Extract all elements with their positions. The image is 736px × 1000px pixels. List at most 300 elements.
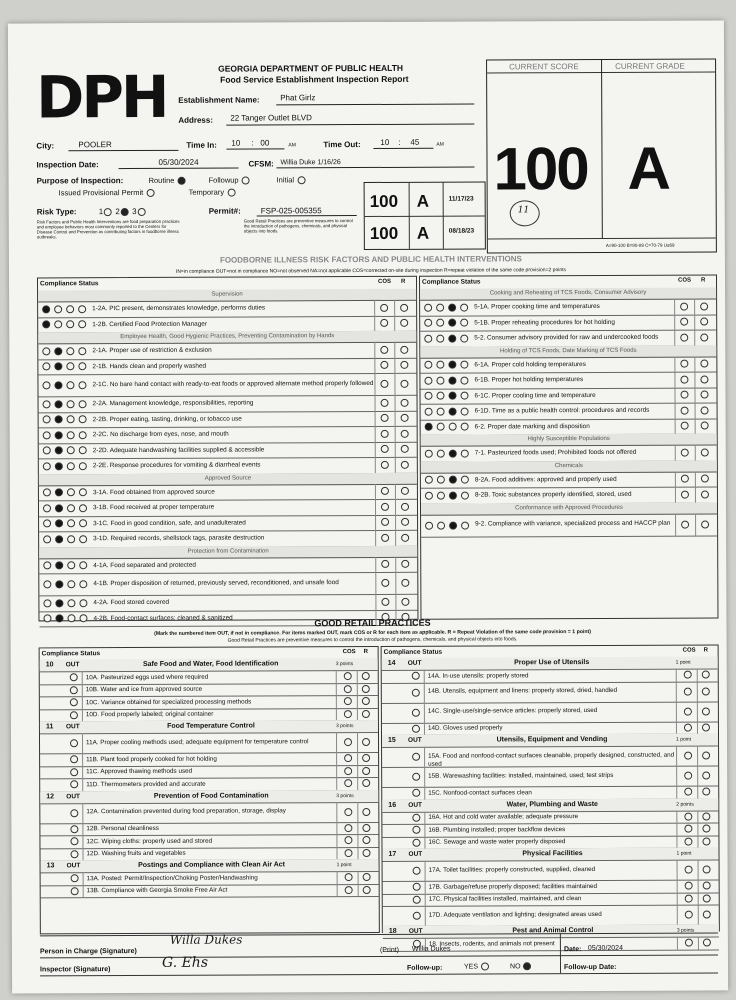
repeat-circle[interactable] xyxy=(702,772,710,780)
risk-type-options[interactable]: 1 2 3 xyxy=(99,207,147,216)
compliance-circle[interactable] xyxy=(55,580,63,588)
compliance-circle[interactable] xyxy=(67,535,75,543)
cos-circle[interactable] xyxy=(681,406,689,414)
repeat-circle[interactable] xyxy=(700,302,708,310)
inspection-date-value[interactable]: 05/30/2024 xyxy=(158,157,199,167)
out-circle[interactable] xyxy=(70,825,78,833)
out-circle[interactable] xyxy=(412,839,420,847)
compliance-circle[interactable] xyxy=(449,423,457,431)
out-circle[interactable] xyxy=(70,699,78,707)
compliance-circle[interactable] xyxy=(460,376,468,384)
compliance-circle[interactable] xyxy=(55,504,63,512)
cos-circle[interactable] xyxy=(381,598,389,606)
repeat-circle[interactable] xyxy=(401,445,409,453)
compliance-circle[interactable] xyxy=(43,416,51,424)
out-circle[interactable] xyxy=(70,739,78,747)
repeat-circle[interactable] xyxy=(703,894,711,902)
repeat-circle[interactable] xyxy=(702,671,710,679)
cos-circle[interactable] xyxy=(684,788,692,796)
time-out-hour[interactable]: 10 xyxy=(380,137,390,147)
out-circle[interactable] xyxy=(71,875,79,883)
compliance-circle[interactable] xyxy=(66,381,74,389)
cos-circle[interactable] xyxy=(344,685,352,693)
risk-3-radio[interactable] xyxy=(138,208,146,216)
compliance-circle[interactable] xyxy=(66,305,74,313)
compliance-circle[interactable] xyxy=(43,520,51,528)
compliance-circle[interactable] xyxy=(460,319,468,327)
compliance-circle[interactable] xyxy=(449,407,457,415)
compliance-circle[interactable] xyxy=(79,504,87,512)
compliance-circle[interactable] xyxy=(42,321,50,329)
compliance-circle[interactable] xyxy=(78,305,86,313)
temporary-radio[interactable] xyxy=(227,189,235,197)
compliance-circle[interactable] xyxy=(461,423,469,431)
cos-circle[interactable] xyxy=(344,697,352,705)
compliance-circle[interactable] xyxy=(67,599,75,607)
compliance-circle[interactable] xyxy=(67,580,75,588)
repeat-circle[interactable] xyxy=(401,414,409,422)
cos-circle[interactable] xyxy=(681,448,689,456)
repeat-circle[interactable] xyxy=(401,461,409,469)
compliance-circle[interactable] xyxy=(449,476,457,484)
repeat-circle[interactable] xyxy=(703,939,711,947)
repeat-circle[interactable] xyxy=(701,490,709,498)
compliance-circle[interactable] xyxy=(66,363,74,371)
repeat-circle[interactable] xyxy=(703,866,711,874)
repeat-circle[interactable] xyxy=(700,375,708,383)
compliance-circle[interactable] xyxy=(42,305,50,313)
compliance-circle[interactable] xyxy=(55,535,63,543)
compliance-circle[interactable] xyxy=(436,319,444,327)
address-value[interactable]: 22 Tanger Outlet BLVD xyxy=(230,113,312,123)
repeat-circle[interactable] xyxy=(401,430,409,438)
compliance-circle[interactable] xyxy=(424,392,432,400)
compliance-circle[interactable] xyxy=(437,407,445,415)
cos-circle[interactable] xyxy=(381,445,389,453)
grp-item-text: 15C. Nonfood-contact surfaces clean xyxy=(428,789,532,797)
cos-circle[interactable] xyxy=(344,836,352,844)
cos-circle[interactable] xyxy=(344,738,352,746)
repeat-circle[interactable] xyxy=(362,849,370,857)
repeat-circle[interactable] xyxy=(701,475,709,483)
cos-circle[interactable] xyxy=(344,849,352,857)
compliance-circle[interactable] xyxy=(79,446,87,454)
compliance-circle[interactable] xyxy=(448,319,456,327)
out-circle[interactable] xyxy=(70,850,78,858)
grp-item-text: 11B. Plant food properly cooked for hot holding xyxy=(86,755,217,763)
compliance-circle[interactable] xyxy=(79,580,87,588)
out-circle[interactable] xyxy=(412,789,420,797)
repeat-circle[interactable] xyxy=(700,360,708,368)
compliance-circle[interactable] xyxy=(425,521,433,529)
compliance-circle[interactable] xyxy=(461,476,469,484)
purpose-provisional[interactable]: Issued Provisional Permit xyxy=(59,188,156,197)
repeat-circle[interactable] xyxy=(703,882,711,890)
compliance-circle[interactable] xyxy=(55,400,63,408)
repeat-circle[interactable] xyxy=(401,560,409,568)
compliance-circle[interactable] xyxy=(78,320,86,328)
compliance-circle[interactable] xyxy=(55,462,63,470)
repeat-circle[interactable] xyxy=(400,346,408,354)
cos-circle[interactable] xyxy=(344,808,352,816)
cos-circle[interactable] xyxy=(381,534,389,542)
cos-circle[interactable] xyxy=(380,304,388,312)
followup-no[interactable]: NO xyxy=(510,962,532,971)
repeat-circle[interactable] xyxy=(401,399,409,407)
compliance-circle[interactable] xyxy=(448,303,456,311)
repeat-circle[interactable] xyxy=(701,448,709,456)
repeat-circle[interactable] xyxy=(702,788,710,796)
initial-radio[interactable] xyxy=(297,176,305,184)
repeat-circle[interactable] xyxy=(400,304,408,312)
compliance-circle[interactable] xyxy=(460,334,468,342)
out-circle[interactable] xyxy=(71,887,79,895)
compliance-circle[interactable] xyxy=(55,416,63,424)
compliance-circle[interactable] xyxy=(55,562,63,570)
compliance-circle[interactable] xyxy=(67,416,75,424)
compliance-circle[interactable] xyxy=(449,521,457,529)
cos-circle[interactable] xyxy=(684,812,692,820)
cos-circle[interactable] xyxy=(681,422,689,430)
repeat-circle[interactable] xyxy=(703,911,711,919)
cos-circle[interactable] xyxy=(345,886,353,894)
compliance-circle[interactable] xyxy=(424,319,432,327)
compliance-circle[interactable] xyxy=(43,504,51,512)
out-circle[interactable] xyxy=(70,838,78,846)
compliance-circle[interactable] xyxy=(425,407,433,415)
compliance-circle[interactable] xyxy=(461,521,469,529)
out-circle[interactable] xyxy=(412,725,420,733)
compliance-circle[interactable] xyxy=(43,535,51,543)
repeat-circle[interactable] xyxy=(401,503,409,511)
compliance-circle[interactable] xyxy=(79,561,87,569)
repeat-circle[interactable] xyxy=(702,825,710,833)
repeat-circle[interactable] xyxy=(362,807,370,815)
compliance-circle[interactable] xyxy=(424,361,432,369)
compliance-circle[interactable] xyxy=(66,347,74,355)
compliance-circle[interactable] xyxy=(424,303,432,311)
cos-circle[interactable] xyxy=(344,779,352,787)
permit-value[interactable]: FSP-025-005355 xyxy=(260,206,322,216)
cos-circle[interactable] xyxy=(380,346,388,354)
compliance-circle[interactable] xyxy=(79,431,87,439)
compliance-circle[interactable] xyxy=(54,347,62,355)
compliance-circle[interactable] xyxy=(460,392,468,400)
routine-radio-checked[interactable] xyxy=(178,177,186,185)
inspector-signature[interactable]: G. Ehs xyxy=(161,954,209,971)
compliance-circle[interactable] xyxy=(54,363,62,371)
compliance-circle[interactable] xyxy=(78,347,86,355)
pic-signature[interactable]: Willa Dukes xyxy=(169,932,243,947)
compliance-circle[interactable] xyxy=(43,580,51,588)
repeat-circle[interactable] xyxy=(401,579,409,587)
grp-left-compliance-header: Compliance Status xyxy=(41,650,101,658)
repeat-circle[interactable] xyxy=(401,534,409,542)
repeat-circle[interactable] xyxy=(362,697,370,705)
out-circle[interactable] xyxy=(70,809,78,817)
compliance-circle[interactable] xyxy=(42,363,50,371)
compliance-circle[interactable] xyxy=(43,447,51,455)
out-circle[interactable] xyxy=(412,814,420,822)
grp-group-number: 15 xyxy=(388,736,396,744)
provisional-radio[interactable] xyxy=(146,189,154,197)
compliance-circle[interactable] xyxy=(55,599,63,607)
cos-circle[interactable] xyxy=(685,866,693,874)
repeat-circle[interactable] xyxy=(363,886,371,894)
cos-circle[interactable] xyxy=(680,333,688,341)
repeat-circle[interactable] xyxy=(401,487,409,495)
compliance-circle[interactable] xyxy=(54,381,62,389)
out-circle[interactable] xyxy=(413,896,421,904)
cos-circle[interactable] xyxy=(684,772,692,780)
repeat-circle[interactable] xyxy=(702,812,710,820)
compliance-circle[interactable] xyxy=(461,491,469,499)
compliance-circle[interactable] xyxy=(424,376,432,384)
repeat-circle[interactable] xyxy=(702,723,710,731)
compliance-circle[interactable] xyxy=(448,376,456,384)
compliance-circle[interactable] xyxy=(67,400,75,408)
repeat-circle[interactable] xyxy=(700,333,708,341)
cos-circle[interactable] xyxy=(684,671,692,679)
compliance-circle[interactable] xyxy=(79,599,87,607)
followup-yes[interactable]: YES xyxy=(464,962,490,971)
compliance-circle[interactable] xyxy=(437,449,445,457)
prior-date-1: 11/17/23 xyxy=(448,195,474,203)
rf-item-text: 2-1C. No bare hand contact with ready-to-eat foods or approved alternate method properly followed xyxy=(92,379,374,388)
cos-circle[interactable] xyxy=(380,361,388,369)
purpose-routine[interactable]: Routine xyxy=(149,176,187,185)
cos-circle[interactable] xyxy=(685,894,693,902)
repeat-circle[interactable] xyxy=(701,406,709,414)
repeat-circle[interactable] xyxy=(401,598,409,606)
compliance-circle[interactable] xyxy=(67,462,75,470)
cos-circle[interactable] xyxy=(381,518,389,526)
out-circle[interactable] xyxy=(70,756,78,764)
out-circle[interactable] xyxy=(413,883,421,891)
print-name[interactable]: Willia Dukes xyxy=(411,945,451,953)
repeat-circle[interactable] xyxy=(362,824,370,832)
out-circle[interactable] xyxy=(412,753,420,761)
cos-circle[interactable] xyxy=(381,414,389,422)
compliance-circle[interactable] xyxy=(43,562,51,570)
compliance-circle[interactable] xyxy=(55,489,63,497)
cos-circle[interactable] xyxy=(681,520,689,528)
compliance-circle[interactable] xyxy=(461,449,469,457)
compliance-circle[interactable] xyxy=(437,476,445,484)
out-circle[interactable] xyxy=(412,826,420,834)
grp-out-label: OUT xyxy=(407,659,422,667)
compliance-circle[interactable] xyxy=(79,535,87,543)
repeat-circle[interactable] xyxy=(362,779,370,787)
compliance-circle[interactable] xyxy=(43,599,51,607)
compliance-circle[interactable] xyxy=(55,431,63,439)
compliance-circle[interactable] xyxy=(66,321,74,329)
purpose-followup[interactable]: Followup xyxy=(209,176,251,185)
compliance-circle[interactable] xyxy=(448,392,456,400)
repeat-circle[interactable] xyxy=(362,767,370,775)
compliance-circle[interactable] xyxy=(436,361,444,369)
compliance-circle[interactable] xyxy=(67,504,75,512)
compliance-circle[interactable] xyxy=(437,521,445,529)
repeat-circle[interactable] xyxy=(700,318,708,326)
repeat-circle[interactable] xyxy=(400,319,408,327)
establishment-value[interactable]: Phat Girlz xyxy=(280,93,316,103)
out-circle[interactable] xyxy=(412,688,420,696)
compliance-circle[interactable] xyxy=(54,321,62,329)
out-circle[interactable] xyxy=(70,781,78,789)
compliance-circle[interactable] xyxy=(460,361,468,369)
cos-circle[interactable] xyxy=(381,560,389,568)
repeat-circle[interactable] xyxy=(701,520,709,528)
cos-circle[interactable] xyxy=(381,399,389,407)
compliance-circle[interactable] xyxy=(67,447,75,455)
compliance-circle[interactable] xyxy=(436,392,444,400)
risk-1-radio[interactable] xyxy=(104,208,112,216)
out-circle[interactable] xyxy=(413,867,421,875)
repeat-circle[interactable] xyxy=(702,687,710,695)
city-value[interactable]: POOLER xyxy=(78,140,112,150)
followup-no-radio-checked[interactable] xyxy=(523,962,531,970)
repeat-circle[interactable] xyxy=(700,391,708,399)
cos-circle[interactable] xyxy=(344,824,352,832)
cos-circle[interactable] xyxy=(685,882,693,890)
compliance-circle[interactable] xyxy=(461,407,469,415)
out-circle[interactable] xyxy=(413,912,421,920)
cos-circle[interactable] xyxy=(681,475,689,483)
repeat-circle[interactable] xyxy=(362,836,370,844)
out-circle[interactable] xyxy=(70,768,78,776)
cos-circle[interactable] xyxy=(680,391,688,399)
compliance-circle[interactable] xyxy=(43,400,51,408)
compliance-circle[interactable] xyxy=(79,415,87,423)
cos-circle[interactable] xyxy=(381,430,389,438)
cos-circle[interactable] xyxy=(344,754,352,762)
compliance-circle[interactable] xyxy=(42,381,50,389)
cos-circle[interactable] xyxy=(680,360,688,368)
repeat-circle[interactable] xyxy=(401,518,409,526)
compliance-circle[interactable] xyxy=(460,303,468,311)
compliance-circle[interactable] xyxy=(437,423,445,431)
compliance-circle[interactable] xyxy=(43,431,51,439)
compliance-circle[interactable] xyxy=(43,462,51,470)
compliance-circle[interactable] xyxy=(424,334,432,342)
cos-circle[interactable] xyxy=(684,723,692,731)
time-out-minute[interactable]: 45 xyxy=(410,137,420,147)
cos-circle[interactable] xyxy=(344,710,352,718)
compliance-circle[interactable] xyxy=(67,520,75,528)
repeat-circle[interactable] xyxy=(362,685,370,693)
compliance-circle[interactable] xyxy=(79,519,87,527)
cos-circle[interactable] xyxy=(680,375,688,383)
compliance-circle[interactable] xyxy=(448,334,456,342)
cos-circle[interactable] xyxy=(381,461,389,469)
compliance-circle[interactable] xyxy=(437,491,445,499)
repeat-circle[interactable] xyxy=(400,361,408,369)
compliance-circle[interactable] xyxy=(79,462,87,470)
out-circle[interactable] xyxy=(70,711,78,719)
repeat-circle[interactable] xyxy=(702,707,710,715)
cos-circle[interactable] xyxy=(680,302,688,310)
cos-circle[interactable] xyxy=(381,487,389,495)
compliance-circle[interactable] xyxy=(42,347,50,355)
compliance-circle[interactable] xyxy=(449,449,457,457)
time-in-minute[interactable]: 00 xyxy=(260,138,270,148)
repeat-circle[interactable] xyxy=(702,752,710,760)
cos-circle[interactable] xyxy=(344,672,352,680)
purpose-temporary[interactable]: Temporary xyxy=(189,188,237,197)
compliance-circle[interactable] xyxy=(425,491,433,499)
repeat-circle[interactable] xyxy=(400,380,408,388)
footer-date[interactable]: 05/30/2024 xyxy=(587,944,623,953)
cos-circle[interactable] xyxy=(684,837,692,845)
cos-circle[interactable] xyxy=(345,873,353,881)
cos-circle[interactable] xyxy=(684,707,692,715)
compliance-circle[interactable] xyxy=(79,400,87,408)
cfsm-value[interactable]: Willia Duke 1/16/26 xyxy=(280,159,341,167)
compliance-circle[interactable] xyxy=(78,362,86,370)
repeat-circle[interactable] xyxy=(702,837,710,845)
followup-yes-radio[interactable] xyxy=(481,963,489,971)
compliance-circle[interactable] xyxy=(448,361,456,369)
repeat-circle[interactable] xyxy=(362,672,370,680)
cos-circle[interactable] xyxy=(381,503,389,511)
out-circle[interactable] xyxy=(412,672,420,680)
cos-circle[interactable] xyxy=(380,319,388,327)
out-circle[interactable] xyxy=(70,686,78,694)
compliance-circle[interactable] xyxy=(79,488,87,496)
compliance-circle[interactable] xyxy=(43,489,51,497)
compliance-circle[interactable] xyxy=(436,376,444,384)
rf-item-text: 8-2A. Food additives: approved and properly used xyxy=(474,475,617,484)
compliance-circle[interactable] xyxy=(78,381,86,389)
compliance-circle[interactable] xyxy=(54,305,62,313)
cos-circle[interactable] xyxy=(344,767,352,775)
compliance-circle[interactable] xyxy=(55,447,63,455)
compliance-circle[interactable] xyxy=(55,520,63,528)
cos-circle[interactable] xyxy=(685,939,693,947)
compliance-circle[interactable] xyxy=(425,476,433,484)
out-circle[interactable] xyxy=(412,773,420,781)
cos-circle[interactable] xyxy=(684,687,692,695)
purpose-initial[interactable]: Initial xyxy=(277,175,307,184)
cos-circle[interactable] xyxy=(680,318,688,326)
compliance-circle[interactable] xyxy=(436,334,444,342)
cos-circle[interactable] xyxy=(381,579,389,587)
compliance-circle[interactable] xyxy=(67,431,75,439)
cos-circle[interactable] xyxy=(685,911,693,919)
out-circle[interactable] xyxy=(70,674,78,682)
cos-circle[interactable] xyxy=(684,825,692,833)
out-circle[interactable] xyxy=(412,708,420,716)
compliance-circle[interactable] xyxy=(436,303,444,311)
cos-circle[interactable] xyxy=(380,380,388,388)
repeat-circle[interactable] xyxy=(362,754,370,762)
compliance-circle[interactable] xyxy=(449,491,457,499)
compliance-circle[interactable] xyxy=(67,562,75,570)
compliance-circle[interactable] xyxy=(67,489,75,497)
cos-circle[interactable] xyxy=(684,752,692,760)
repeat-circle[interactable] xyxy=(701,422,709,430)
followup-radio[interactable] xyxy=(242,177,250,185)
risk-2-radio-checked[interactable] xyxy=(121,208,129,216)
time-in-hour[interactable]: 10 xyxy=(231,138,241,148)
repeat-circle[interactable] xyxy=(362,738,370,746)
repeat-circle[interactable] xyxy=(362,710,370,718)
repeat-circle[interactable] xyxy=(363,873,371,881)
cos-circle[interactable] xyxy=(681,490,689,498)
compliance-circle[interactable] xyxy=(425,449,433,457)
compliance-circle[interactable] xyxy=(425,423,433,431)
